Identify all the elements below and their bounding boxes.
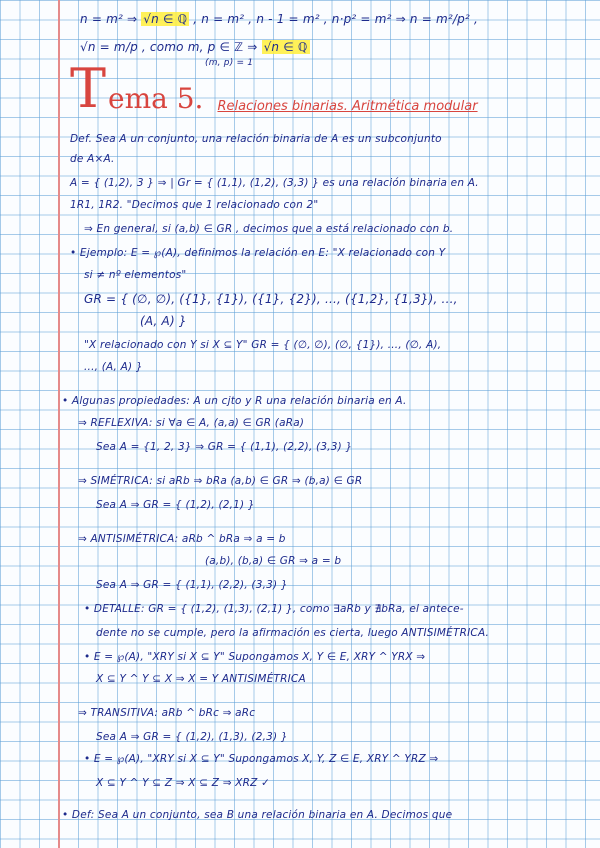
note-line [84, 268, 186, 282]
note-line [70, 132, 442, 146]
header-line1-text: n = m² ⇒ √n ∈ ℚ , n = m² , n - 1 = m² , n·p² = m² ⇒ n = m²/p² , [80, 12, 478, 26]
note-line-text: (a,b), (b,a) ∈ GR ⇒ a = b [205, 555, 342, 567]
note-line [70, 176, 479, 190]
note-line-text: A = { (1,2), 3 } ⇒ | Gr = { (1,1), (1,2), (3,3) } es una relación binaria en A. [70, 177, 479, 189]
note-line [96, 626, 489, 640]
note-line-text: GR = { (∅, ∅), ({1}, {1}), ({1}, {2}), ..., ({1,2}, {1,3}), ..., [84, 292, 458, 306]
note-line [70, 152, 115, 166]
note-line [84, 338, 441, 352]
note-line [78, 474, 362, 488]
note-line-text: si ≠ nº elementos" [84, 269, 187, 281]
note-line-text: ⇒ SIMÉTRICA: si aRb ⇒ bRa (a,b) ∈ GR ⇒ (b,a) ∈ GR [78, 475, 363, 487]
note-line-text: • E = ℘(A), "XRY si X ⊆ Y" Supongamos X, Y, Z ∈ E, XRY ^ YRZ ⇒ [84, 753, 439, 765]
note-line [96, 440, 352, 454]
note-line [84, 650, 425, 664]
note-line-text: dente no se cumple, pero la afirmación es cierta, luego ANTISIMÉTRICA. [96, 627, 490, 639]
note-line-text: ..., (A, A) } [84, 361, 143, 373]
note-line-text: • Ejemplo: E = ℘(A), definimos la relación en E: "X relacionado con Y [70, 247, 446, 259]
note-line-text: X ⊆ Y ^ Y ⊆ Z ⇒ X ⊆ Z ⇒ XRZ ✓ [96, 777, 271, 789]
note-line [84, 752, 438, 766]
note-line-text: • DETALLE: GR = { (1,2), (1,3), (2,1) }, como ∃aRb y ∄bRa, el antece- [84, 603, 464, 615]
note-line [70, 198, 318, 212]
header-line-1 [80, 12, 478, 26]
note-line-text: X ⊆ Y ^ Y ⊆ X ⇒ X = Y ANTISIMÉTRICA [96, 673, 306, 685]
note-line-text: ⇒ TRANSITIVA: aRb ^ bRc ⇒ aRc [78, 707, 256, 719]
note-line [96, 578, 288, 592]
header-line-2 [80, 40, 310, 54]
note-line [84, 360, 143, 374]
note-line-text: ⇒ En general, si (a,b) ∈ GR , decimos que a está relacionado con b. [84, 223, 454, 235]
title-initial: T [70, 57, 107, 120]
note-line-text: 1R1, 1R2. "Decimos que 1 relacionado con 2" [70, 199, 319, 211]
note-line [96, 776, 270, 790]
title-subtitle: Relaciones binarias. Aritmética modular [217, 99, 478, 114]
margin-line [58, 0, 60, 848]
note-line [78, 532, 286, 546]
note-line [84, 292, 458, 306]
note-line [96, 730, 288, 744]
note-line [78, 416, 304, 430]
note-line-text: • Algunas propiedades: A un cjto y R una relación binaria en A. [62, 395, 407, 407]
note-line-text: Sea A ⇒ GR = { (1,1), (2,2), (3,3) } [96, 579, 288, 591]
header-note-text: (m, p) = 1 [205, 58, 254, 68]
note-line-text: ⇒ REFLEXIVA: si ∀a ∈ A, (a,a) ∈ GR (aRa) [78, 417, 305, 429]
note-line-text: • E = ℘(A), "XRY si X ⊆ Y" Supongamos X, Y ∈ E, XRY ^ YRX ⇒ [84, 651, 426, 663]
note-line [84, 602, 464, 616]
note-line [84, 222, 453, 236]
note-line [62, 394, 407, 408]
note-line [96, 672, 306, 686]
note-line [78, 706, 255, 720]
note-line [205, 554, 341, 568]
note-line-text: Sea A ⇒ GR = { (1,2), (2,1) } [96, 499, 255, 511]
note-line-text: Def. Sea A un conjunto, una relación binaria de A es un subconjunto [70, 133, 442, 145]
note-line-text: de A×A. [70, 153, 115, 165]
note-line [140, 314, 187, 328]
note-line [62, 808, 452, 822]
note-line-text: (A, A) } [140, 314, 187, 328]
title-rest: ema 5. [108, 82, 204, 115]
note-line-text: ⇒ ANTISIMÉTRICA: aRb ^ bRa ⇒ a = b [78, 533, 286, 545]
note-line-text: "X relacionado con Y si X ⊆ Y" GR = { (∅, ∅), (∅, {1}), ..., (∅, A), [84, 339, 442, 351]
note-line [96, 498, 255, 512]
note-line-text: Sea A = {1, 2, 3} ⇒ GR = { (1,1), (2,2), (3,3) } [96, 441, 353, 453]
header-line1-highlight: √n ∈ ℚ [143, 12, 188, 26]
note-line-text: • Def: Sea A un conjunto, sea B una relación binaria en A. Decimos que [62, 809, 453, 821]
header-line2-highlight: √n ∈ ℚ [263, 40, 308, 54]
header-line2-prefix: √n = m/p , como m, p ∈ ℤ ⇒ [80, 40, 258, 54]
note-line [70, 246, 445, 260]
note-line-text: Sea A ⇒ GR = { (1,2), (1,3), (2,3) } [96, 731, 288, 743]
